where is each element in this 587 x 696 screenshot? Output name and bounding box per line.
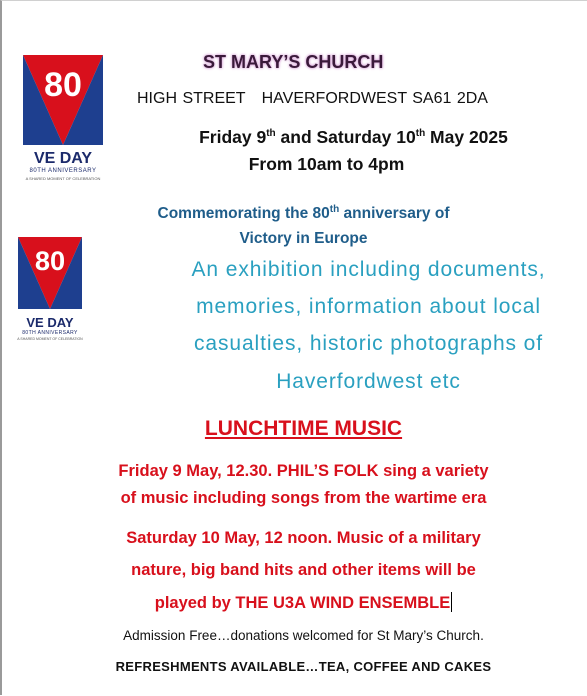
- logo-2-name: VE DAY: [26, 315, 74, 330]
- dates-month-year: May 2025: [425, 127, 508, 147]
- dates-saturday: and Saturday 10: [275, 127, 416, 147]
- text-cursor: [451, 592, 452, 612]
- ve-day-logo-2: [14, 233, 86, 345]
- event-hours: From 10am to 4pm: [248, 154, 405, 174]
- logo-number: 80: [44, 66, 82, 104]
- dates-friday: Friday 9: [199, 127, 267, 147]
- dates-friday-suffix: th: [266, 128, 276, 140]
- commemoration-pre: Commemorating the 80: [157, 205, 330, 223]
- refreshments-note: REFRESHMENTS AVAILABLE…TEA, COFFEE AND CAKES: [115, 659, 492, 674]
- saturday-music-line: Saturday 10 May, 12 noon. Music of a military: [126, 529, 481, 547]
- logo-tagline: A SHARED MOMENT OF CELEBRATION: [25, 176, 101, 181]
- commemoration-line-2: Victory in Europe: [239, 230, 368, 247]
- logo-anniversary: 80TH ANNIVERSARY: [29, 168, 97, 174]
- church-title: ST MARY’S CHURCH: [203, 52, 384, 72]
- admission-note: Admission Free…donations welcomed for St Mary’s Church.: [123, 628, 484, 643]
- lunchtime-music-heading: LUNCHTIME MUSIC: [204, 417, 403, 440]
- exhibition-line: memories, information about local: [196, 295, 541, 318]
- commemoration-post: anniversary of: [339, 205, 450, 223]
- logo-name: VE DAY: [33, 150, 93, 167]
- logo-2-tagline: A SHARED MOMENT OF CELEBRATION: [17, 337, 83, 341]
- church-address: HIGH STREET HAVERFORDWEST SA61 2DA: [137, 90, 488, 107]
- friday-music-line: of music including songs from the wartime era: [120, 489, 487, 507]
- dates-saturday-suffix: th: [415, 128, 426, 140]
- exhibition-line: Haverfordwest etc: [276, 370, 461, 393]
- logo-2-number: 80: [34, 244, 66, 276]
- saturday-music-line: nature, big band hits and other items will be: [131, 561, 476, 579]
- exhibition-line: An exhibition including documents,: [191, 258, 546, 281]
- friday-music-line: Friday 9 May, 12.30. PHIL’S FOLK sing a variety: [118, 462, 489, 480]
- event-dates: [60, 127, 587, 148]
- saturday-music-text: played by THE U3A WIND ENSEMBLE: [154, 594, 451, 612]
- exhibition-line: casualties, historic photographs of: [193, 332, 543, 355]
- logo-2-anniversary: 80TH ANNIVERSARY: [22, 330, 78, 336]
- saturday-music-line-last[interactable]: [10, 592, 587, 613]
- commemoration-suffix: th: [329, 204, 340, 215]
- commemoration-line-1: [10, 204, 587, 223]
